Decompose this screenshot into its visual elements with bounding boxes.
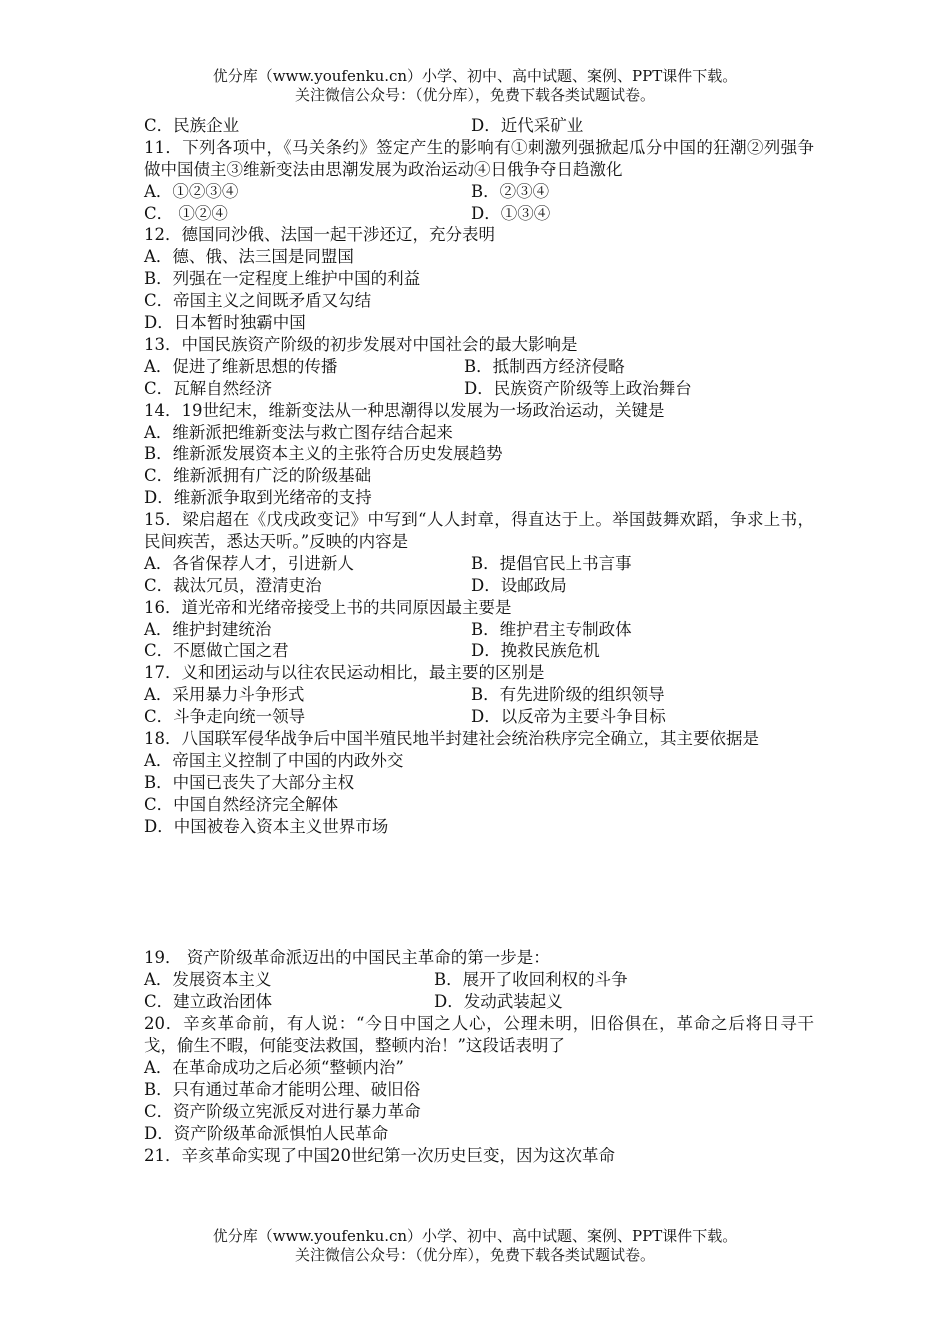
q11-options-ab (144, 181, 814, 203)
q18-option-a: A．帝国主义控制了中国的内政外交 (144, 750, 404, 770)
q12-option-b: B．列强在一定程度上维护中国的利益 (144, 269, 421, 289)
exam-content (144, 115, 814, 1166)
q18-option-b: B．中国已丧失了大部分主权 (144, 772, 355, 792)
q15-options-cd (144, 575, 814, 597)
q11-options-cd (144, 203, 814, 225)
option-b: B．展开了收回利权的斗争 (434, 970, 628, 990)
q12-option-c: C．帝国主义之间既矛盾又勾结 (144, 291, 372, 311)
q18-option-c: C．中国自然经济完全解体 (144, 794, 339, 814)
q18-stem: 18．八国联军侵华战争后中国半殖民地半封建社会统治秩序完全确立，其主要依据是 (144, 729, 759, 748)
q14-option-a: A．维新派把维新变法与救亡图存结合起来 (144, 422, 453, 442)
q21-stem: 21．辛亥革命实现了中国20世纪第一次历史巨变，因为这次革命 (144, 1145, 615, 1165)
q19-options-ab (144, 969, 814, 991)
option-a: A．促进了维新思想的传播 (144, 356, 338, 376)
option-c: C．斗争走向统一领导 (144, 707, 306, 727)
option-b: B．②③④ (471, 181, 550, 201)
q12-stem: 12．德国同沙俄、法国一起干涉还辽，充分表明 (144, 225, 495, 245)
option-d: D．近代采矿业 (471, 116, 584, 135)
footer-line-1: 优分库（www.youfenku.cn）小学、初中、高中试题、案例、PPT课件下载。 (212, 1227, 738, 1245)
option-c: C．建立政治团体 (144, 992, 273, 1012)
option-b: B．抵制西方经济侵略 (464, 356, 625, 376)
q20-option-b: B．只有通过革命才能明公理、破旧俗 (144, 1079, 421, 1099)
option-a: A．采用暴力斗争形式 (144, 685, 305, 705)
q16-options-ab (144, 619, 814, 641)
q13-options-ab (144, 356, 814, 378)
option-d: D．以反帝为主要斗争目标 (471, 707, 666, 727)
option-d: D．设邮政局 (471, 575, 567, 595)
option-c: C．不愿做亡国之君 (144, 641, 289, 661)
option-b: B．有先进阶级的组织领导 (471, 685, 665, 705)
q15-options-ab (144, 553, 814, 575)
q13-stem: 13．中国民族资产阶级的初步发展对中国社会的最大影响是 (144, 334, 578, 354)
q20-option-d: D．资产阶级革命派惧怕人民革命 (144, 1123, 389, 1143)
option-d: D．①③④ (471, 203, 551, 223)
q14-option-d: D．维新派争取到光绪帝的支持 (144, 488, 372, 508)
option-c: C．民族企业 (144, 116, 240, 135)
option-b: B．提倡官民上书言事 (471, 553, 632, 573)
q19-stem: 19． 资产阶级革命派迈出的中国民主革命的第一步是： (144, 948, 550, 968)
header-line-1: 优分库（www.youfenku.cn）小学、初中、高中试题、案例、PPT课件下载。 (212, 67, 738, 85)
q15-stem: 15．梁启超在《戊戌政变记》中写到“人人封章，得直达于上。举国鼓舞欢蹈，争求上书，民间疾苦，悉达天听。”反映的内容是 (144, 510, 814, 551)
header-line-2: 关注微信公众号：（优分库），免费下载各类试题试卷。 (294, 86, 655, 104)
page-footer (0, 1227, 950, 1265)
page-header (0, 67, 950, 105)
option-a: A．发展资本主义 (144, 970, 272, 990)
option-c: C．瓦解自然经济 (144, 378, 273, 398)
q11-stem: 11．下列各项中，《马关条约》签定产生的影响有①刺激列强掀起瓜分中国的狂潮②列强争做中国债主③维新变法由思潮发展为政治运动④日俄争夺日趋激化 (144, 137, 814, 179)
option-c: C． ①②④ (144, 203, 228, 223)
option-b: B．维护君主专制政体 (471, 619, 632, 639)
option-a: A．①②③④ (144, 181, 239, 201)
q20-stem: 20．辛亥革命前，有人说：“今日中国之人心，公理未明，旧俗俱在，革命之后将日寻干戈，偷生不暇，何能变法救国，整顿内治！”这段话表明了 (144, 1014, 814, 1056)
option-d: D．挽救民族危机 (471, 641, 600, 661)
option-a: A．维护封建统治 (144, 619, 272, 639)
q16-stem: 16．道光帝和光绪帝接受上书的共同原因最主要是 (144, 597, 512, 617)
blank-space (144, 837, 814, 947)
option-d: D．民族资产阶级等上政治舞台 (464, 378, 692, 398)
q18-option-d: D．中国被卷入资本主义世界市场 (144, 816, 389, 836)
q14-stem: 14．19世纪末，维新变法从一种思潮得以发展为一场政治运动，关键是 (144, 400, 665, 420)
q19-options-cd (144, 991, 814, 1013)
q12-option-d: D．日本暂时独霸中国 (144, 313, 306, 333)
q17-options-ab (144, 684, 814, 706)
q17-options-cd (144, 706, 814, 728)
option-c: C．裁汰冗员，澄清吏治 (144, 575, 322, 595)
footer-line-2: 关注微信公众号：（优分库），免费下载各类试题试卷。 (294, 1246, 655, 1264)
option-a: A．各省保荐人才，引进新人 (144, 553, 354, 573)
q14-option-b: B．维新派发展资本主义的主张符合历史发展趋势 (144, 444, 503, 464)
q17-stem: 17．义和团运动与以往农民运动相比，最主要的区别是 (144, 663, 545, 683)
q20-option-c: C．资产阶级立宪派反对进行暴力革命 (144, 1101, 421, 1121)
q16-options-cd (144, 640, 814, 662)
q14-option-c: C．维新派拥有广泛的阶级基础 (144, 466, 372, 486)
q13-options-cd (144, 378, 814, 400)
q10-options-cd (144, 115, 814, 137)
q20-option-a: A．在革命成功之后必须“整顿内治” (144, 1057, 404, 1077)
option-d: D．发动武装起义 (434, 992, 563, 1012)
q12-option-a: A．德、俄、法三国是同盟国 (144, 247, 354, 267)
